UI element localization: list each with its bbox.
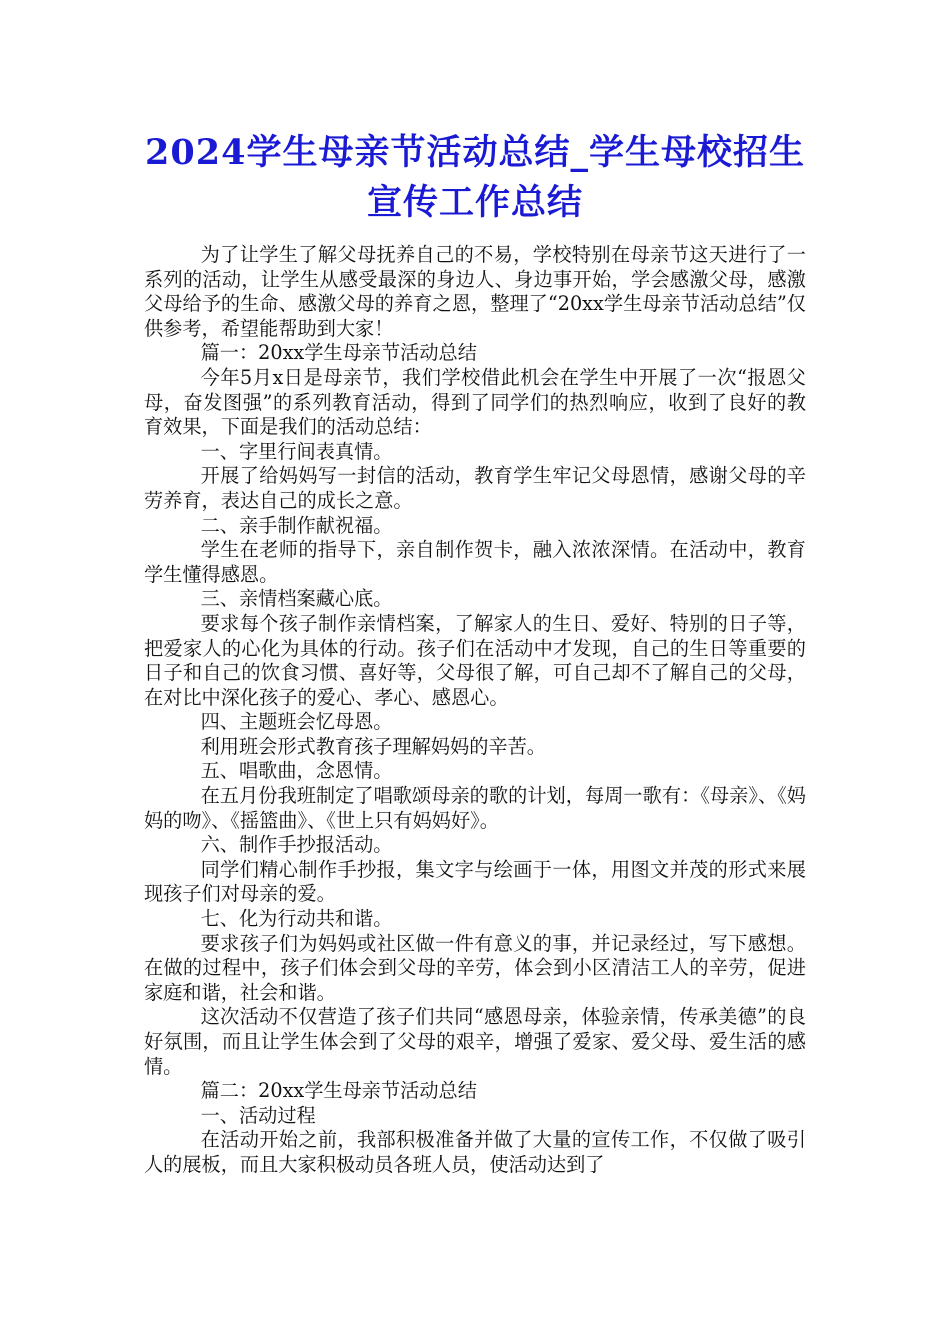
document-title: 2024学生母亲节活动总结_学生母校招生宣传工作总结 [145,132,805,223]
subsection-heading: 一、活动过程 [200,1103,316,1127]
subsection-heading: 一、字里行间表真情。 [200,439,393,463]
subsection-heading: 四、主题班会忆母恩。 [200,710,393,734]
section-heading: 篇一：20xx学生母亲节活动总结 [200,341,477,365]
document-body [144,243,806,1178]
subsection-heading: 二、亲手制作献祝福。 [200,513,393,537]
body-paragraph: 今年5月x日是母亲节，我们学校借此机会在学生中开展了一次“报恩父母，奋发图强”的系列教育活动，得到了同学们的热烈响应，收到了良好的教育效果，下面是我们的活动总结： [144,365,806,439]
subsection-heading: 五、唱歌曲，念恩情。 [200,759,393,783]
section-heading: 篇二：20xx学生母亲节活动总结 [200,1079,477,1103]
subsection-heading: 三、亲情档案藏心底。 [200,587,393,611]
intro-paragraph: 为了让学生了解父母抚养自己的不易，学校特别在母亲节这天进行了一系列的活动，让学生从感受最深的身边人、身边事开始，学会感激父母，感激父母给予的生命、感激父母的养育之恩，整理了“20xx学生母亲节活动总结”仅供参考，希望能帮助到大家！ [144,243,806,340]
body-paragraph: 这次活动不仅营造了孩子们共同“感恩母亲，体验亲情，传承美德”的良好氛围，而且让学生体会到了父母的艰辛，增强了爱家、爱父母、爱生活的感情。 [144,1005,806,1078]
body-paragraph: 利用班会形式教育孩子理解妈妈的辛苦。 [200,734,546,758]
subsection-heading: 六、制作手抄报活动。 [200,833,393,857]
body-paragraph: 开展了给妈妈写一封信的活动，教育学生牢记父母恩情，感谢父母的辛劳养育，表达自己的成长之意。 [144,464,806,512]
body-paragraph: 同学们精心制作手抄报，集文字与绘画于一体，用图文并茂的形式来展现孩子们对母亲的爱。 [144,857,806,906]
body-paragraph: 学生在老师的指导下，亲自制作贺卡，融入浓浓深情。在活动中，教育学生懂得感恩。 [144,538,806,586]
body-paragraph: 在活动开始之前，我部积极准备并做了大量的宣传工作，不仅做了吸引人的展板，而且大家积极动员各班人员，使活动达到了 [144,1128,806,1176]
body-paragraph: 在五月份我班制定了唱歌颂母亲的歌的计划，每周一歌有：《母亲》、《妈妈的吻》、《摇篮曲》、《世上只有妈妈好》。 [144,784,806,832]
subsection-heading: 七、化为行动共和谐。 [200,907,393,931]
body-paragraph: 要求每个孩子制作亲情档案，了解家人的生日、爱好、特别的日子等，把爱家人的心化为具体的行动。孩子们在活动中才发现，自己的生日等重要的日子和自己的饮食习惯、喜好等，父母很了解，可自己却不了解自己的父母，在对比中深化孩子的爱心、孝心、感恩心。 [144,611,806,709]
body-paragraph: 要求孩子们为妈妈或社区做一件有意义的事，并记录经过，写下感想。在做的过程中，孩子们体会到父母的辛劳，体会到小区清洁工人的辛劳，促进家庭和谐，社会和谐。 [144,931,806,1004]
